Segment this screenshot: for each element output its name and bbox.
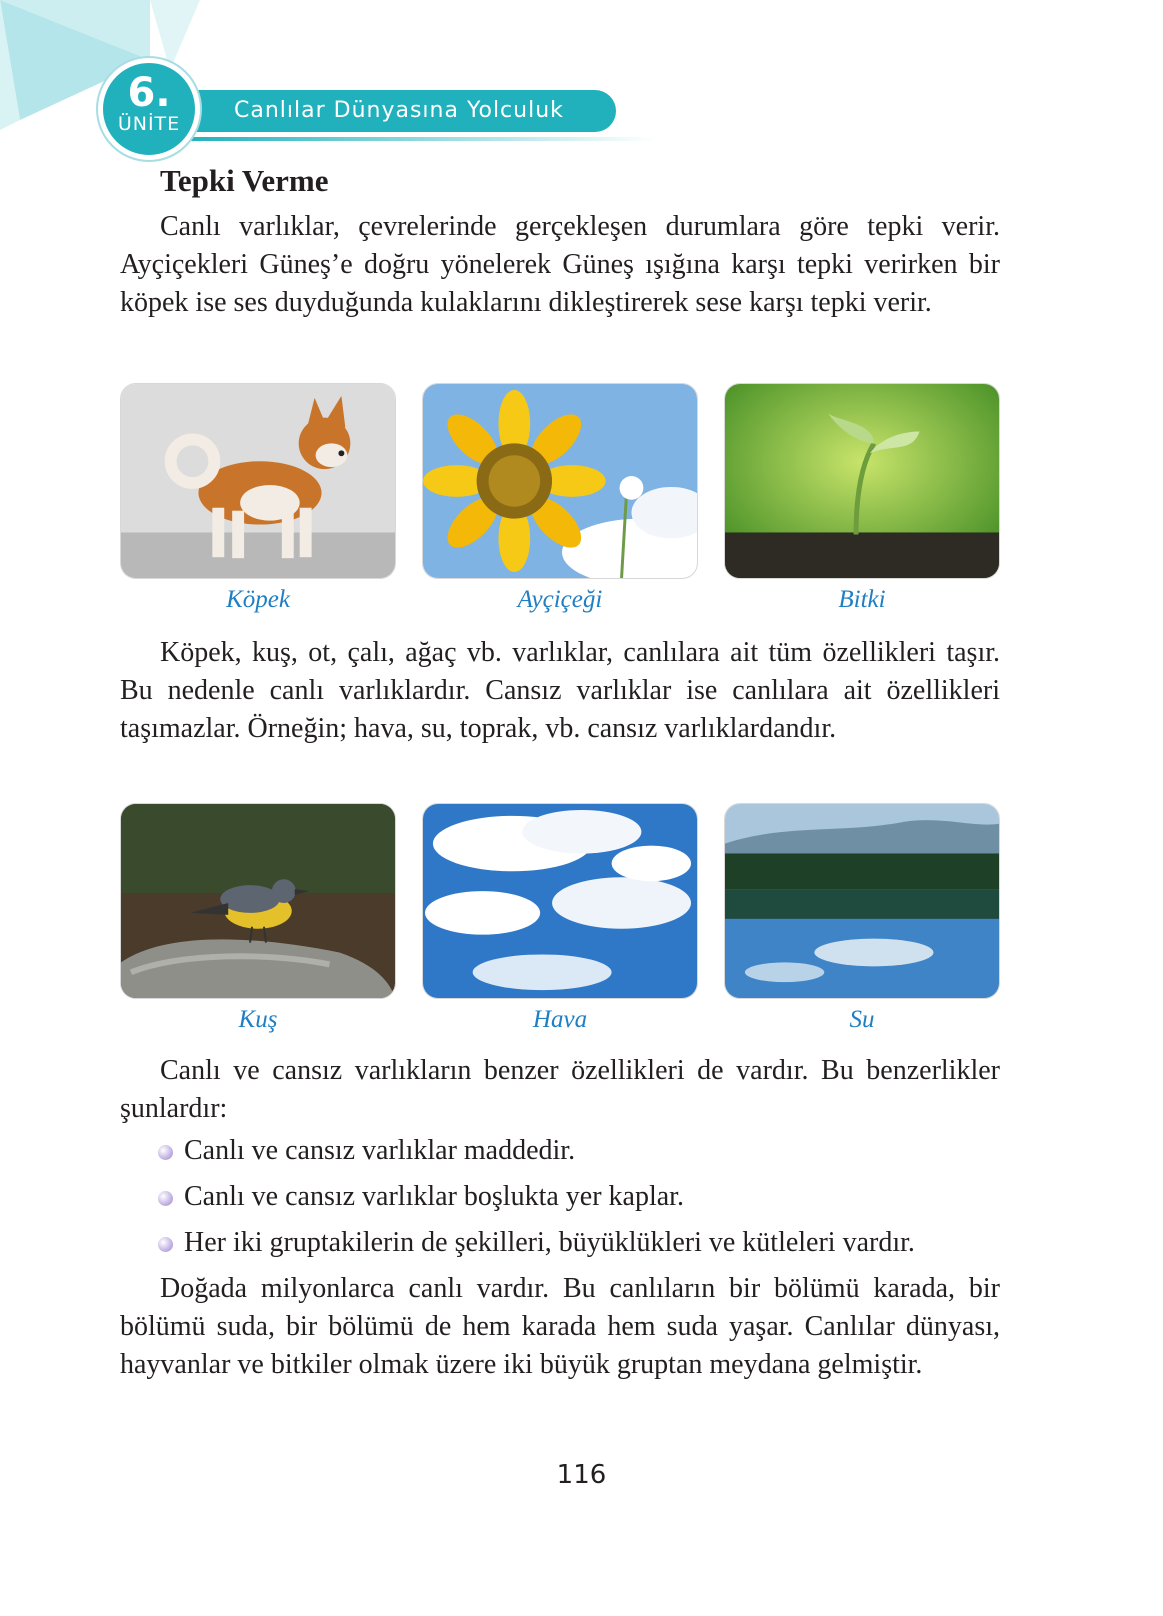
caption-water: Su [849,1006,875,1033]
bullet-icon [158,1145,173,1160]
unit-number: 6. [127,70,171,116]
caption-plant: Bitki [838,586,886,613]
photo-sunflower [422,383,698,579]
photo-plant [724,383,1000,579]
unit-badge [98,58,200,160]
list-item: Her iki gruptakilerin de şekilleri, büyüklükleri ve kütleleri vardır. [158,1224,915,1262]
similarities-list [158,1132,915,1270]
paragraph-intro: Canlı varlıklar, çevrelerinde gerçekleşen durumlara göre tepki verir. Ayçiçekleri Güneş’e doğru yönelerek Güneş ışığına karşı tepki verirken bir köpek ise ses duyduğunda kulaklarını dikleştirerek sese karşı tepki verir. [120,211,1000,318]
caption-bird: Kuş [238,1006,278,1033]
unit-title-banner: Canlılar Dünyasına Yolculuk [186,90,616,132]
bullet-icon [158,1237,173,1252]
list-item: Canlı ve cansız varlıklar maddedir. [158,1132,915,1170]
photo-dog [120,383,396,579]
paragraph-world-of-living: Doğada milyonlarca canlı vardır. Bu canlıların bir bölümü karada, bir bölümü suda, bir bölümü de hem karada hem suda yaşar. Canlılar dünyası, hayvanlar ve bitkiler olmak üzere iki büyük gruptan meydana gelmiştir. [120,1273,1000,1380]
caption-sunflower: Ayçiçeği [517,586,603,613]
section-title: Tepki Verme [160,163,329,198]
paragraph-living-nonliving: Köpek, kuş, ot, çalı, ağaç vb. varlıklar, canlılara ait tüm özellikleri taşır. Bu nedenle canlı varlıklardır. Cansız varlıklar ise canlılara ait özellikleri taşımazlar. Örneğin; hava, su, toprak, vb. cansız varlıklardandır. [120,637,1000,744]
bullet-icon [158,1191,173,1206]
photo-water [724,803,1000,999]
caption-sky: Hava [532,1006,588,1033]
banner-rule [186,137,656,141]
photo-sky [422,803,698,999]
page-number: 116 [556,1460,607,1490]
unit-label: ÜNİTE [117,113,181,135]
list-item: Canlı ve cansız varlıklar boşlukta yer kaplar. [158,1178,915,1216]
paragraph-similarities: Canlı ve cansız varlıkların benzer özellikleri de vardır. Bu benzerlikler şunlardır: [120,1055,1000,1124]
photo-bird [120,803,396,999]
caption-dog: Köpek [226,586,290,613]
